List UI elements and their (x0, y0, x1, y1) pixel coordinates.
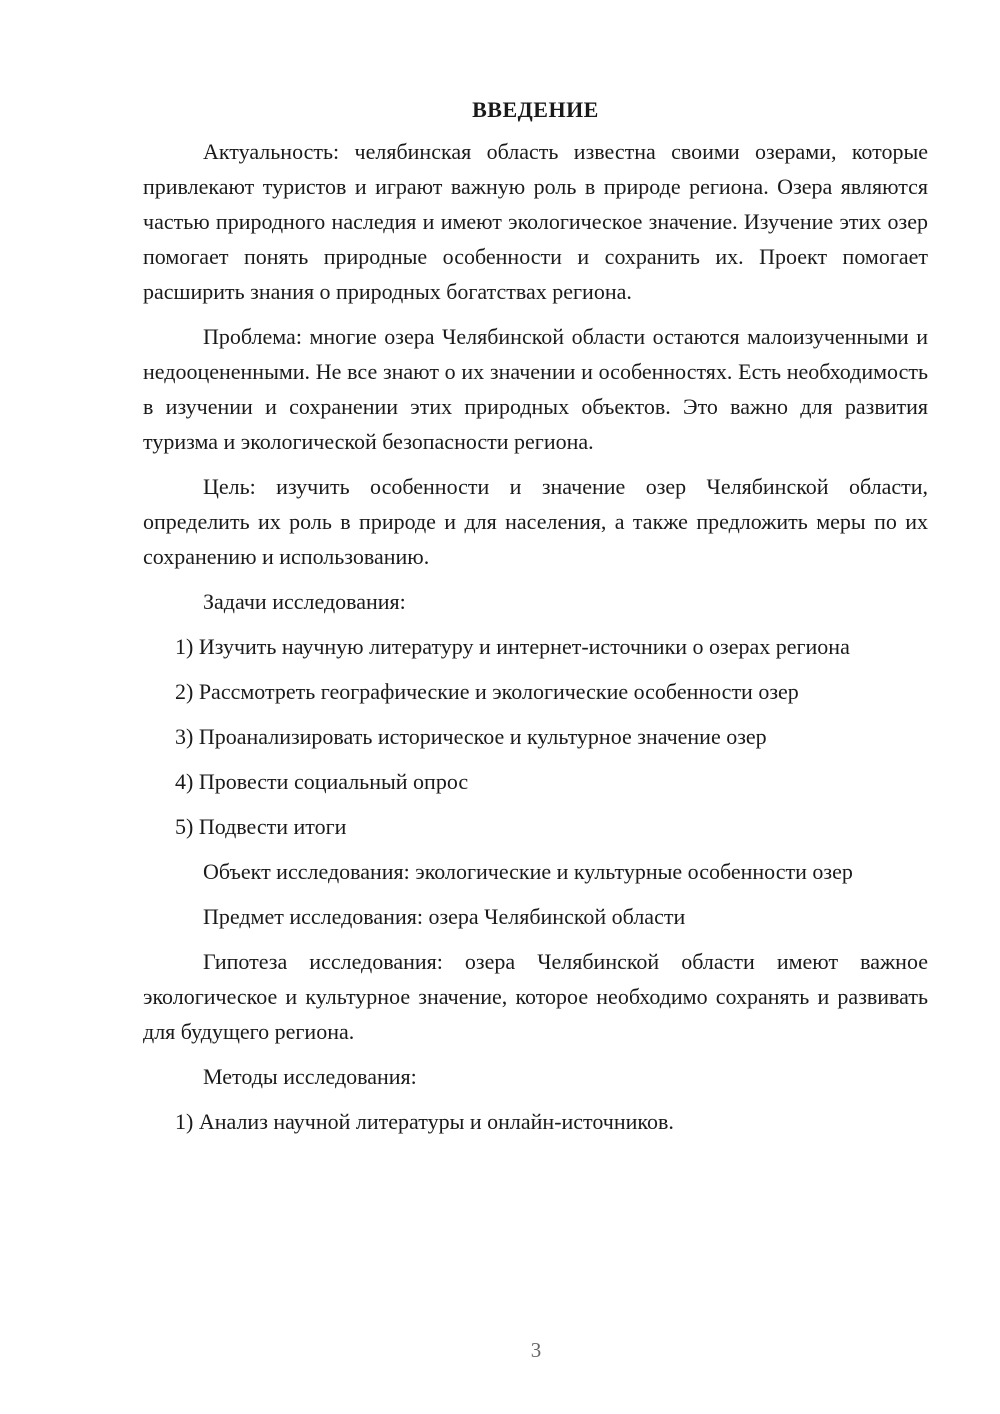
task-item: 1) Изучить научную литературу и интернет-источники о озерах региона (175, 634, 850, 659)
goal-paragraph: Цель: изучить особенности и значение озер Челябинской области, определить их роль в природе и для населения, а также предложить меры по их сохранению и использованию. (143, 474, 928, 569)
subject-paragraph: Предмет исследования: озера Челябинской области (203, 904, 686, 929)
hypothesis-paragraph: Гипотеза исследования: озера Челябинской области имеют важное экологическое и культурное значение, которое необходимо сохранять и развивать для будущего региона. (143, 949, 928, 1044)
task-item: 4) Провести социальный опрос (175, 769, 469, 794)
tasks-heading: Задачи исследования: (203, 589, 406, 614)
document-page (143, 96, 928, 1149)
relevance-paragraph: Актуальность: челябинская область известна своими озерами, которые привлекают туристов и играют важную роль в природе региона. Озера являются частью природного наследия и имеют экологическое значение. Изучение этих озер помогает понять природные особенности и сохранить их. Проект помогает расширить знания о природных богатствах региона. (143, 139, 928, 304)
object-paragraph: Объект исследования: экологические и культурные особенности озер (203, 859, 853, 884)
task-item: 3) Проанализировать историческое и культурное значение озер (175, 724, 767, 749)
task-item: 2) Рассмотреть географические и экологические особенности озер (175, 679, 799, 704)
page-title: ВВЕДЕНИЕ (472, 97, 599, 122)
method-item: 1) Анализ научной литературы и онлайн-источников. (175, 1109, 674, 1134)
problem-paragraph: Проблема: многие озера Челябинской области остаются малоизученными и недооцененными. Не все знают о их значении и особенностях. Есть необходимость в изучении и сохранении этих природных объектов. Это важно для развития туризма и экологической безопасности региона. (143, 324, 928, 454)
methods-heading: Методы исследования: (203, 1064, 417, 1089)
page-number: 3 (530, 1338, 542, 1362)
task-item: 5) Подвести итоги (175, 814, 347, 839)
